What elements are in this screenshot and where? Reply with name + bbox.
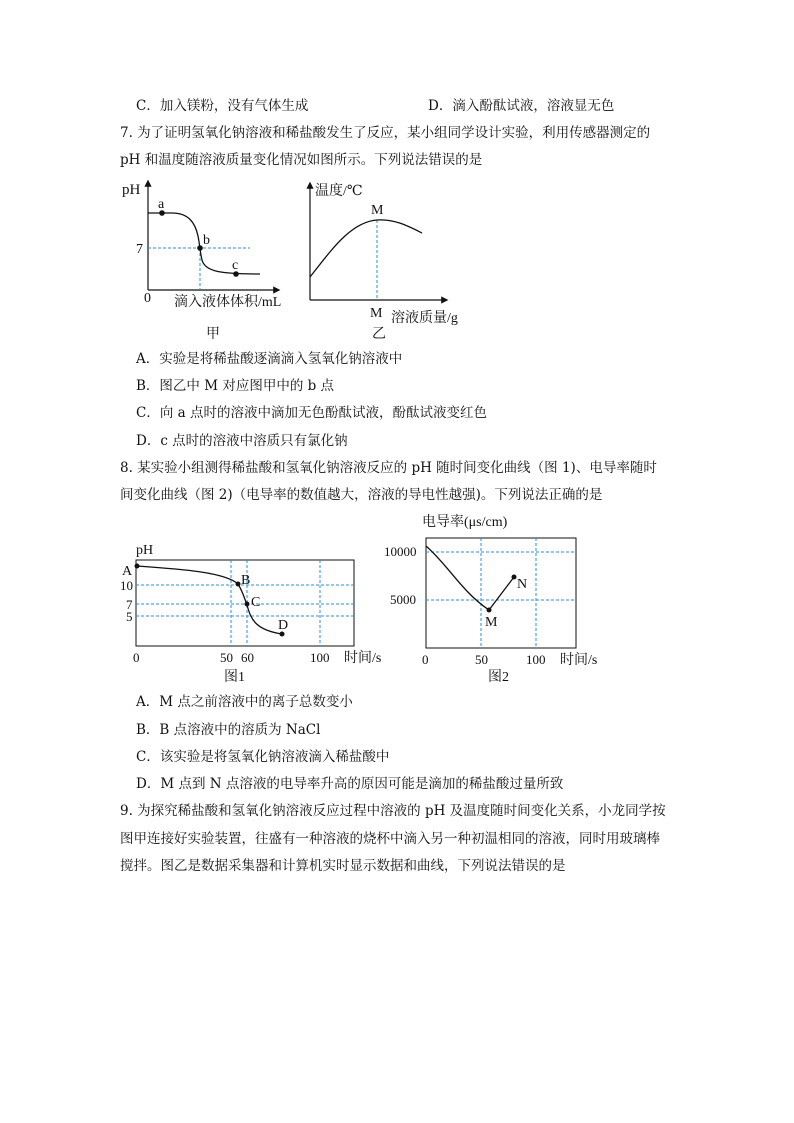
yi-ylabel: 温度/℃	[315, 184, 363, 199]
q9-stem-line2: 图甲连接好实验装置，往盛有一种溶液的烧杯中滴入另一种初温相同的溶液，同时用玻璃棒	[120, 831, 660, 847]
jia-ylabel: pH	[122, 182, 141, 198]
q9-stem-line1: 9. 为探究稀盐酸和氢氧化钠溶液反应过程中溶液的 pH 及温度随时间变化关系，小龙同学按	[120, 803, 666, 819]
q7-option-c: C．向 a 点时的溶液中滴加无色酚酞试液，酚酞试液变红色	[136, 405, 487, 421]
fig2-label-m: M	[485, 615, 498, 630]
fig2-conductivity-curve	[426, 546, 514, 610]
jia-label-c: c	[232, 258, 239, 273]
fig2-xlabel: 时间/s	[560, 653, 598, 668]
jia-caption: 甲	[206, 327, 220, 342]
fig1-xtick-60: 60	[241, 650, 254, 665]
fig1-ytick-5: 5	[126, 609, 133, 624]
q8-option-c: C．该实验是将氢氧化钠溶液滴入稀盐酸中	[136, 749, 390, 765]
q8-stem-line1: 8. 某实验小组测得稀盐酸和氢氧化钠溶液反应的 pH 随时间变化曲线（图 1)、电导率随时	[120, 460, 657, 476]
jia-label-b: b	[203, 233, 210, 248]
fig1-ytick-10: 10	[120, 578, 133, 593]
yi-tick-m: M	[370, 306, 383, 321]
fig2-ylabel: 电导率(μs/cm)	[422, 515, 508, 530]
q7-stem-line1: 7. 为了证明氢氧化钠溶液和稀盐酸发生了反应，某小组同学设计实验，利用传感器测定的	[120, 125, 651, 141]
fig1-xtick-50: 50	[220, 650, 233, 665]
q8-option-b: B．B 点溶液中的溶质为 NaCl	[136, 722, 321, 738]
yi-xlabel: 溶液质量/g	[391, 311, 458, 326]
fig2-ytick-5000: 5000	[390, 592, 416, 607]
q8-stem-line2: 间变化曲线（图 2)（电导率的数值越大，溶液的导电性越强)。下列说法正确的是	[120, 487, 603, 503]
fig1-caption: 图1	[224, 670, 245, 685]
fig2-xtick-0: 0	[422, 652, 429, 667]
fig2-frame	[426, 538, 576, 648]
q7-stem-line2: pH 和温度随溶液质量变化情况如图所示。下列说法错误的是	[120, 152, 483, 168]
q6-option-c: C．加入镁粉，没有气体生成	[136, 98, 309, 114]
q6-option-d: D．滴入酚酞试液，溶液显无色	[428, 98, 615, 114]
q8-option-a: A．M 点之前溶液中的离子总数变小	[136, 694, 353, 710]
fig2-xtick-100: 100	[526, 652, 546, 667]
q7-option-a: A．实验是将稀盐酸逐滴滴入氢氧化钠溶液中	[136, 351, 403, 367]
fig1-xlabel: 时间/s	[344, 651, 382, 666]
fig1-ylabel: pH	[136, 543, 154, 558]
yi-point-m: M	[371, 203, 384, 218]
q8-option-d: D．M 点到 N 点溶液的电导率升高的原因可能是滴加的稀盐酸过量所致	[136, 776, 564, 792]
fig2-ytick-10000: 10000	[384, 544, 417, 559]
q9-stem-line3: 搅拌。图乙是数据采集器和计算机实时显示数据和曲线，下列说法错误的是	[120, 858, 566, 874]
fig1-label-a: A	[122, 564, 133, 579]
jia-label-a: a	[158, 197, 165, 212]
q7-option-d: D．c 点时的溶液中溶质只有氯化钠	[136, 433, 348, 449]
jia-origin: 0	[144, 291, 151, 306]
fig2-point-n	[512, 575, 517, 580]
fig1-label-c: C	[251, 595, 261, 610]
fig1-ytick-7: 7	[126, 597, 133, 612]
fig1-point-b	[236, 582, 241, 587]
fig2-label-n: N	[517, 577, 528, 592]
jia-tick-7: 7	[136, 242, 143, 257]
fig2-xtick-50: 50	[475, 652, 488, 667]
fig1-point-a	[135, 564, 140, 569]
fig2-caption: 图2	[488, 670, 509, 685]
fig1-label-b: B	[241, 573, 251, 588]
fig1-point-c	[245, 602, 250, 607]
fig2-point-m	[487, 608, 492, 613]
q7-option-b: B．图乙中 M 对应图甲中的 b 点	[136, 378, 335, 394]
fig1-xtick-100: 100	[310, 650, 330, 665]
fig1-xtick-0: 0	[133, 650, 140, 665]
fig1-label-d: D	[278, 618, 289, 633]
jia-xlabel: 滴入液体体积/mL	[174, 295, 282, 310]
yi-caption: 乙	[372, 327, 386, 342]
